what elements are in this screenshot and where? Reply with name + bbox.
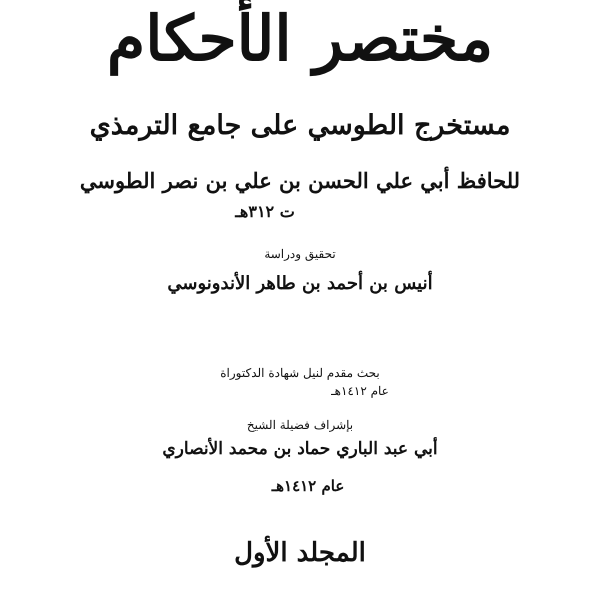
author-death-date: ت ٣١٢هـ bbox=[235, 202, 295, 221]
volume-label: المجلد الأول bbox=[234, 538, 366, 568]
supervisor-year: عام ١٤١٢هـ bbox=[271, 477, 345, 495]
author-line: للحافظ أبي علي الحسن بن علي بن نصر الطوسي bbox=[79, 168, 521, 193]
tahqiq-label: تحقيق ودراسة bbox=[264, 247, 336, 261]
supervisor-name: أبي عبد الباري حماد بن محمد الأنصاري bbox=[162, 439, 438, 459]
editor-name: أنيس بن أحمد بن طاهر الأندونوسي bbox=[167, 273, 433, 294]
thesis-year: عام ١٤١٢هـ bbox=[331, 384, 389, 398]
book-subtitle: مستخرج الطوسي على جامع الترمذي bbox=[89, 110, 511, 141]
thesis-note: بحث مقدم لنيل شهادة الدكتوراة bbox=[220, 366, 380, 380]
book-title: مختصر الأحكام bbox=[106, 2, 494, 75]
supervision-label: بإشراف فضيلة الشيخ bbox=[246, 418, 354, 432]
